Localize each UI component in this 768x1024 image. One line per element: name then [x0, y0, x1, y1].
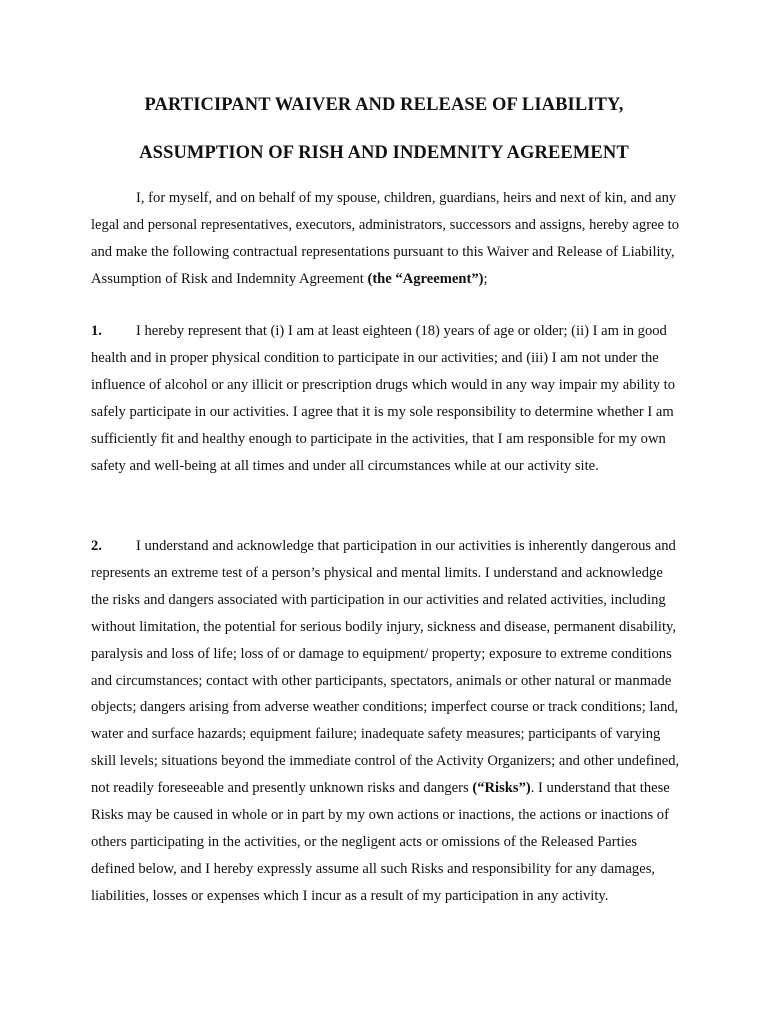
clause-1	[91, 318, 681, 479]
risks-defined-term: (“Risks”)	[472, 780, 531, 797]
clause-2-number: 2.	[91, 538, 102, 554]
clause-2-text-after: . I understand that these Risks may be caused in whole or in part by my own actions or inactions, the actions or inactions of others participating in the activities, or the negligent acts or omissions of the Released Parties defined below, and I hereby expressly assume all such Risks and responsibility for any damages, liabilities, losses or expenses which I incur as a result of my participation in any activity.	[91, 780, 670, 904]
intro-paragraph	[91, 185, 681, 293]
intro-text: I, for myself, and on behalf of my spouse, children, guardians, heirs and next of kin, and any legal and personal representatives, executors, administrators, successors and assigns, hereby agree to and make the following contractual representations pursuant to this Waiver and Release of Liability, Assumption of Risk and Indemnity Agreement	[91, 190, 680, 287]
document-title-line-1: PARTICIPANT WAIVER AND RELEASE OF LIABILITY,	[144, 95, 624, 115]
clause-1-number: 1.	[91, 323, 102, 339]
clause-1-text: I hereby represent that (i) I am at least eighteen (18) years of age or older; (ii) I am in good health and in proper physical condition to participate in our activities; and (iii) I am not under the influence of alcohol or any illicit or prescription drugs which would in any way impair my ability to safely participate in our activities. I agree that it is my sole responsibility to determine whether I am sufficiently fit and healthy enough to participate in the activities, that I am responsible for my own safety and well-being at all times and under all circumstances while at our activity site.	[91, 323, 676, 474]
clause-2-text-before: I understand and acknowledge that participation in our activities is inherently dangerous and represents an extreme test of a person’s physical and mental limits. I understand and acknowledge the risks and dangers associated with participation in our activities and related activities, including without limitation, the potential for serious bodily injury, sickness and disease, permanent disability, paralysis and loss of life; loss of or damage to equipment/ property; exposure to extreme conditions and circumstances; contact with other participants, spectators, animals or other natural or manmade objects; dangers arising from adverse weather conditions; imperfect course or track conditions; land, water and surface hazards; equipment failure; inadequate safety measures; participants of varying skill levels; situations beyond the immediate control of the Activity Organizers; and other undefined, not readily foreseeable and presently unknown risks and dangers	[91, 538, 680, 797]
intro-end: ;	[483, 270, 488, 287]
agreement-defined-term: (the “Agreement”)	[367, 270, 484, 287]
clause-2	[91, 533, 681, 910]
document-title-line-2: ASSUMPTION OF RISH AND INDEMNITY AGREEMENT	[139, 143, 629, 163]
